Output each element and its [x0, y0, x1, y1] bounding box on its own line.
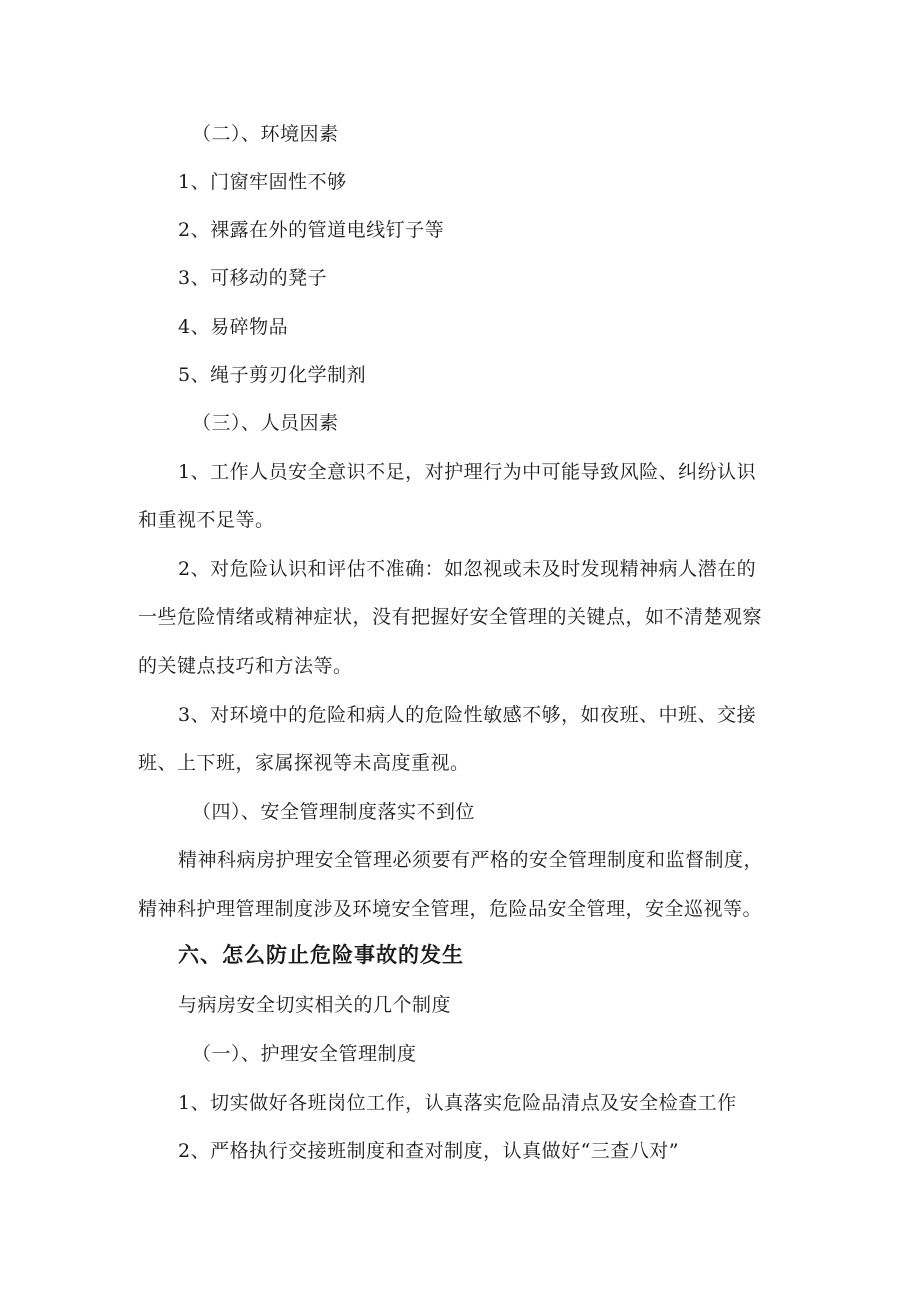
- section-heading-environment: （二）、环境因素: [192, 123, 339, 145]
- paragraph-line: 精神科病房护理安全管理必须要有严格的安全管理制度和监督制度，: [178, 849, 764, 871]
- paragraph-line: 与病房安全切实相关的几个制度: [178, 994, 452, 1016]
- paragraph-line: 3、对环境中的危险和病人的危险性敏感不够，如夜班、中班、交接: [178, 704, 757, 726]
- list-item: 2、裸露在外的管道电线钉子等: [178, 219, 445, 241]
- list-item: 2、严格执行交接班制度和查对制度，认真做好“三查八对”: [178, 1140, 680, 1162]
- paragraph-line: 精神科护理管理制度涉及环境安全管理，危险品安全管理，安全巡视等。: [138, 898, 763, 920]
- list-item: 4、易碎物品: [178, 316, 289, 338]
- paragraph-line: 和重视不足等。: [138, 509, 275, 531]
- list-item: 3、可移动的凳子: [178, 267, 328, 289]
- paragraph-line: 的关键点技巧和方法等。: [138, 655, 353, 677]
- paragraph-line: 2、对危险认识和评估不准确：如忽视或未及时发现精神病人潜在的: [178, 558, 757, 580]
- list-item: 1、切实做好各班岗位工作，认真落实危险品清点及安全检查工作: [178, 1092, 737, 1114]
- list-item: 1、门窗牢固性不够: [178, 171, 347, 193]
- section-heading-system: （四）、安全管理制度落实不到位: [192, 801, 476, 823]
- paragraph-line: 1、工作人员安全意识不足，对护理行为中可能导致风险、纠纷认识: [178, 461, 757, 483]
- section-heading-nursing-safety: （一）、护理安全管理制度: [192, 1043, 417, 1065]
- list-item: 5、绳子剪刃化学制剂: [178, 364, 367, 386]
- paragraph-line: 班、上下班，家属探视等未高度重视。: [138, 752, 470, 774]
- chapter-heading: 六、怎么防止危险事故的发生: [178, 943, 464, 967]
- paragraph-line: 一些危险情绪或精神症状，没有把握好安全管理的关键点，如不清楚观察: [138, 606, 763, 628]
- section-heading-personnel: （三）、人员因素: [192, 412, 339, 434]
